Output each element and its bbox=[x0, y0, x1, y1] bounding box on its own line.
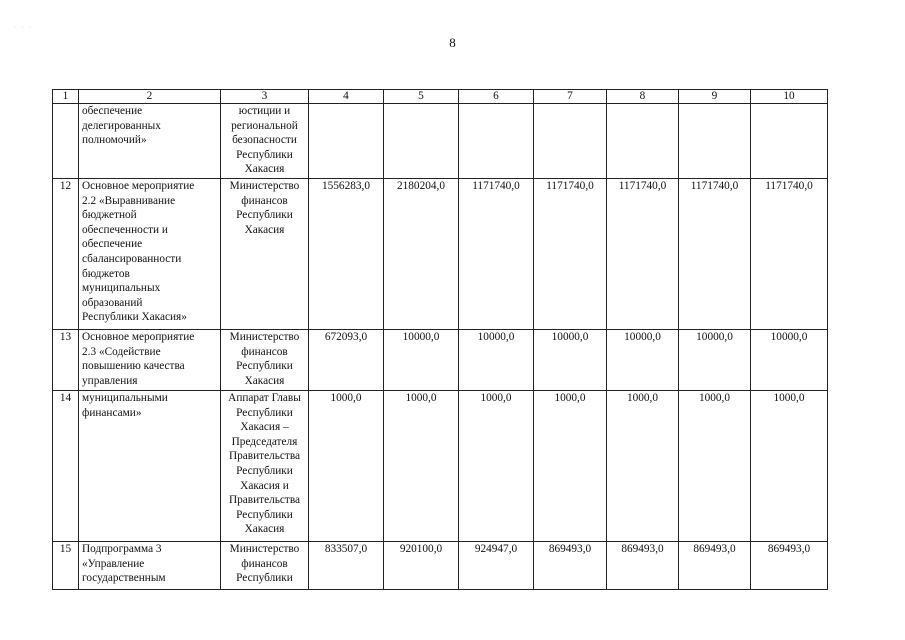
value-cell-text: 10000,0 bbox=[477, 331, 515, 343]
value-cell-text: 1000,0 bbox=[773, 392, 805, 404]
value-cell-text: 1000,0 bbox=[480, 392, 512, 404]
activity-name-cell bbox=[79, 542, 221, 590]
value-cell-text: 10000,0 bbox=[624, 331, 661, 343]
value-cell bbox=[534, 179, 607, 330]
value-cell-text: 10000,0 bbox=[696, 331, 733, 343]
header-cell: 5 bbox=[384, 90, 459, 104]
value-cell bbox=[384, 542, 459, 590]
header-cell: 8 bbox=[607, 90, 679, 104]
value-cell bbox=[751, 179, 828, 330]
page-number: 8 bbox=[449, 35, 456, 50]
activity-name-cell-text: Основное мероприятие 2.2 «Выравнивание бюджетной обеспеченности и обеспечение сбалансированности бюджетов муниципальных образований Республики Хакасия» bbox=[82, 180, 195, 324]
value-cell bbox=[607, 542, 679, 590]
value-cell bbox=[679, 179, 751, 330]
value-cell bbox=[607, 391, 679, 542]
executor-cell bbox=[221, 104, 309, 179]
value-cell bbox=[679, 330, 751, 391]
header-cell: 2 bbox=[79, 90, 221, 104]
value-cell bbox=[309, 330, 384, 391]
row-number-cell-text: 12 bbox=[59, 180, 72, 192]
row-number-cell-text: 15 bbox=[59, 543, 72, 555]
value-cell bbox=[534, 391, 607, 542]
value-cell bbox=[384, 391, 459, 542]
row-number-cell bbox=[53, 179, 79, 330]
table-row bbox=[53, 330, 828, 391]
value-cell-text: 2180204,0 bbox=[396, 180, 445, 192]
value-cell bbox=[679, 104, 751, 179]
header-cell: 9 bbox=[679, 90, 751, 104]
value-cell bbox=[459, 391, 534, 542]
value-cell bbox=[309, 104, 384, 179]
activity-name-cell-text: обеспечение делегированных полномочий» bbox=[82, 105, 161, 147]
budget-table bbox=[52, 89, 828, 590]
value-cell-text: 869493,0 bbox=[548, 543, 592, 555]
value-cell bbox=[679, 391, 751, 542]
activity-name-cell bbox=[79, 391, 221, 542]
value-cell-text: 1556283,0 bbox=[321, 180, 370, 192]
value-cell bbox=[309, 542, 384, 590]
value-cell bbox=[459, 330, 534, 391]
value-cell-text: 869493,0 bbox=[621, 543, 664, 555]
value-cell-text: 1171740,0 bbox=[690, 180, 739, 192]
value-cell-text: 1000,0 bbox=[405, 392, 437, 404]
value-cell-text: 920100,0 bbox=[399, 543, 443, 555]
executor-cell-text: Министерство финансов Республики Хакасия bbox=[229, 180, 300, 236]
value-cell-text: 1171740,0 bbox=[618, 180, 667, 192]
header-cell: 4 bbox=[309, 90, 384, 104]
header-row bbox=[53, 90, 828, 104]
value-cell-text: 1000,0 bbox=[698, 392, 731, 404]
table-row bbox=[53, 179, 828, 330]
value-cell bbox=[534, 542, 607, 590]
table-row bbox=[53, 542, 828, 590]
value-cell bbox=[607, 179, 679, 330]
activity-name-cell-text: Основное мероприятие 2.3 «Содействие повышению качества управления bbox=[82, 331, 195, 387]
header-cell: 3 bbox=[221, 90, 309, 104]
value-cell-text: 1000,0 bbox=[626, 392, 659, 404]
row-number-cell bbox=[53, 391, 79, 542]
activity-name-cell bbox=[79, 179, 221, 330]
value-cell bbox=[459, 104, 534, 179]
value-cell bbox=[751, 104, 828, 179]
value-cell-text: 924947,0 bbox=[474, 543, 518, 555]
row-number-cell-text: 14 bbox=[59, 392, 72, 404]
value-cell bbox=[607, 330, 679, 391]
value-cell bbox=[607, 104, 679, 179]
value-cell-text: 10000,0 bbox=[770, 331, 808, 343]
executor-cell-text: Министерство финансов Республики bbox=[229, 543, 300, 585]
row-number-cell bbox=[53, 542, 79, 590]
activity-name-cell bbox=[79, 330, 221, 391]
value-cell-text: 1171740,0 bbox=[472, 180, 520, 192]
table-row bbox=[53, 104, 828, 179]
value-cell-text: 869493,0 bbox=[693, 543, 736, 555]
row-number-cell-text: 13 bbox=[59, 331, 72, 343]
row-number-cell bbox=[53, 104, 79, 179]
header-cell: 7 bbox=[534, 90, 607, 104]
value-cell bbox=[534, 330, 607, 391]
value-cell bbox=[384, 104, 459, 179]
executor-cell-text: Министерство финансов Республики Хакасия bbox=[229, 331, 300, 387]
value-cell-text: 1171740,0 bbox=[546, 180, 594, 192]
executor-cell bbox=[221, 542, 309, 590]
value-cell bbox=[751, 391, 828, 542]
header-cell: 1 bbox=[53, 90, 79, 104]
activity-name-cell bbox=[79, 104, 221, 179]
executor-cell bbox=[221, 330, 309, 391]
value-cell bbox=[459, 542, 534, 590]
executor-cell-text: юстиции и региональной безопасности Республики Хакасия bbox=[231, 105, 298, 176]
value-cell-text: 1000,0 bbox=[330, 392, 362, 404]
scan-marks: · · · bbox=[14, 25, 33, 31]
value-cell-text: 10000,0 bbox=[402, 331, 440, 343]
value-cell-text: 1171740,0 bbox=[765, 180, 813, 192]
table-row bbox=[53, 391, 828, 542]
row-number-cell bbox=[53, 330, 79, 391]
value-cell bbox=[309, 179, 384, 330]
table-body bbox=[53, 90, 828, 590]
executor-cell-text: Аппарат Главы Республики Хакасия – Председателя Правительства Республики Хакасия и Правительства Республики Хакасия bbox=[228, 392, 301, 536]
value-cell bbox=[459, 179, 534, 330]
executor-cell bbox=[221, 179, 309, 330]
value-cell bbox=[384, 330, 459, 391]
value-cell bbox=[384, 179, 459, 330]
value-cell-text: 1000,0 bbox=[554, 392, 586, 404]
header-cell: 6 bbox=[459, 90, 534, 104]
executor-cell bbox=[221, 391, 309, 542]
value-cell-text: 672093,0 bbox=[324, 331, 368, 343]
value-cell bbox=[751, 330, 828, 391]
value-cell-text: 10000,0 bbox=[551, 331, 589, 343]
header-cell: 10 bbox=[751, 90, 828, 104]
activity-name-cell-text: Подпрограмма 3 «Управление государственным bbox=[82, 543, 166, 585]
value-cell-text: 833507,0 bbox=[324, 543, 368, 555]
value-cell bbox=[679, 542, 751, 590]
value-cell-text: 869493,0 bbox=[767, 543, 811, 555]
value-cell bbox=[751, 542, 828, 590]
value-cell bbox=[309, 391, 384, 542]
activity-name-cell-text: муниципальными финансами» bbox=[82, 392, 168, 419]
value-cell bbox=[534, 104, 607, 179]
